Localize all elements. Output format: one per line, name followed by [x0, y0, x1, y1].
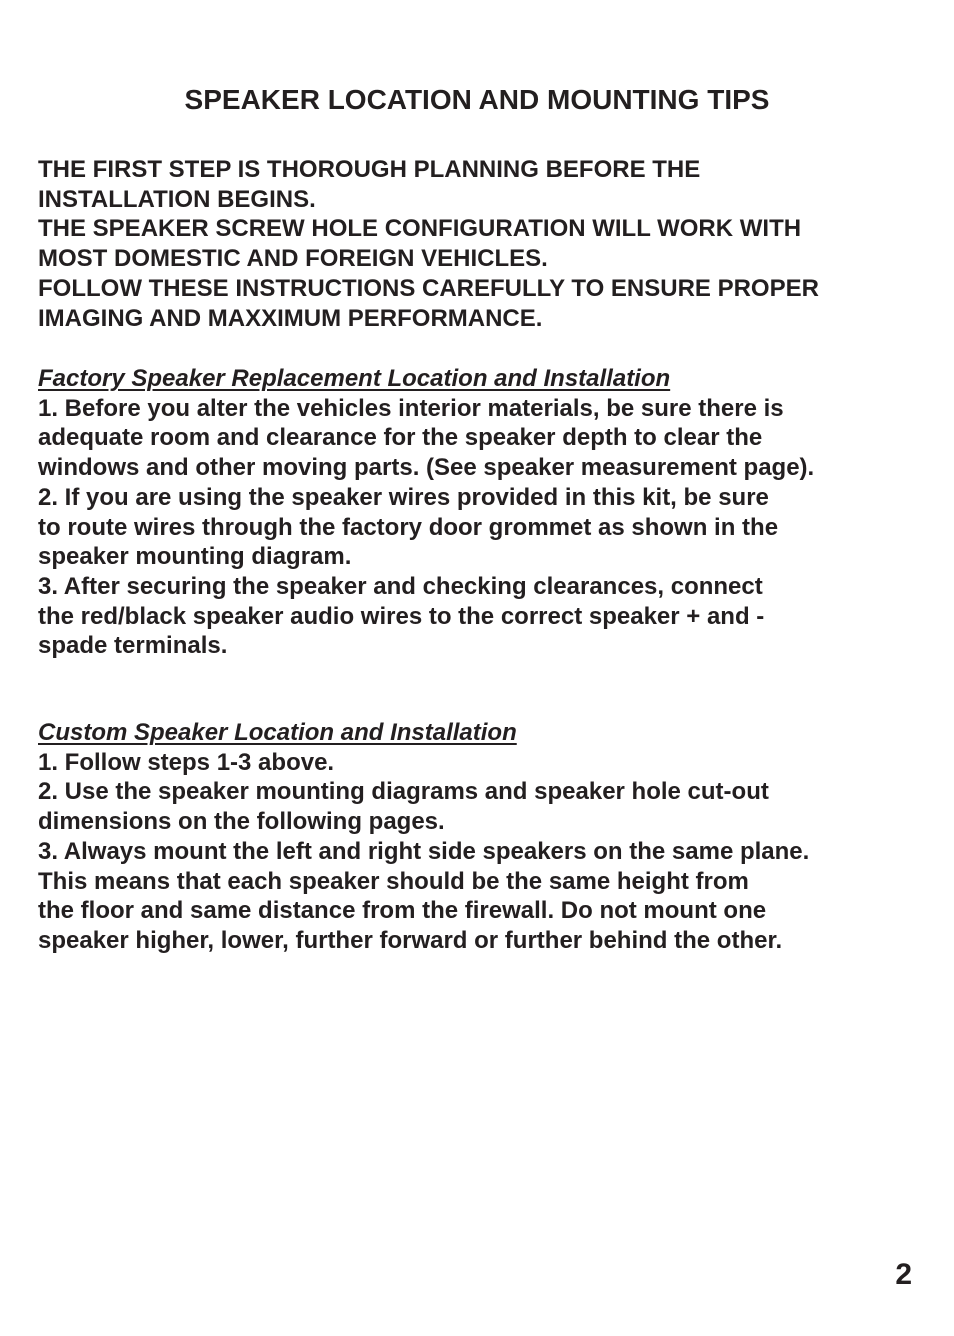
custom-section-line: 3. Always mount the left and right side speakers on the same plane.: [38, 837, 810, 865]
factory-section-line: spade terminals.: [38, 632, 228, 660]
factory-section-line: 2. If you are using the speaker wires provided in this kit, be sure: [38, 483, 769, 511]
factory-section-heading: Factory Speaker Replacement Location and Installation: [38, 365, 671, 392]
factory-section-line: windows and other moving parts. (See speaker measurement page).: [38, 454, 815, 482]
custom-section-heading: Custom Speaker Location and Installation: [38, 719, 517, 746]
page-title: SPEAKER LOCATION AND MOUNTING TIPS: [184, 84, 770, 115]
factory-section-line: speaker mounting diagram.: [38, 543, 352, 571]
intro-line: FOLLOW THESE INSTRUCTIONS CAREFULLY TO ENSURE PROPER: [38, 274, 819, 302]
factory-section-line: to route wires through the factory door grommet as shown in the: [38, 513, 779, 541]
intro-line: INSTALLATION BEGINS.: [38, 185, 316, 213]
custom-section-line: the floor and same distance from the firewall. Do not mount one: [38, 897, 767, 925]
intro-line: THE SPEAKER SCREW HOLE CONFIGURATION WILL WORK WITH: [38, 215, 802, 243]
intro-text: [38, 155, 928, 333]
intro-line: IMAGING AND MAXXIMUM PERFORMANCE.: [38, 304, 543, 332]
factory-section-line: 1. Before you alter the vehicles interior materials, be sure there is: [38, 394, 784, 422]
intro-line: MOST DOMESTIC AND FOREIGN VEHICLES.: [38, 245, 548, 273]
custom-section-line: 2. Use the speaker mounting diagrams and speaker hole cut-out: [38, 778, 769, 806]
custom-section: [38, 718, 928, 956]
custom-section-line: dimensions on the following pages.: [38, 808, 445, 836]
factory-section-line: 3. After securing the speaker and checking clearances, connect: [38, 572, 763, 600]
custom-section-line: 1. Follow steps 1-3 above.: [38, 748, 335, 776]
factory-section-line: adequate room and clearance for the speaker depth to clear the: [38, 424, 763, 452]
factory-section-line: the red/black speaker audio wires to the correct speaker + and -: [38, 602, 765, 630]
custom-section-line: speaker higher, lower, further forward or further behind the other.: [38, 926, 783, 954]
factory-section: [38, 364, 928, 661]
page-number: 2: [895, 1258, 912, 1291]
intro-line: THE FIRST STEP IS THOROUGH PLANNING BEFORE THE: [38, 156, 701, 183]
custom-section-line: This means that each speaker should be the same height from: [38, 867, 749, 895]
